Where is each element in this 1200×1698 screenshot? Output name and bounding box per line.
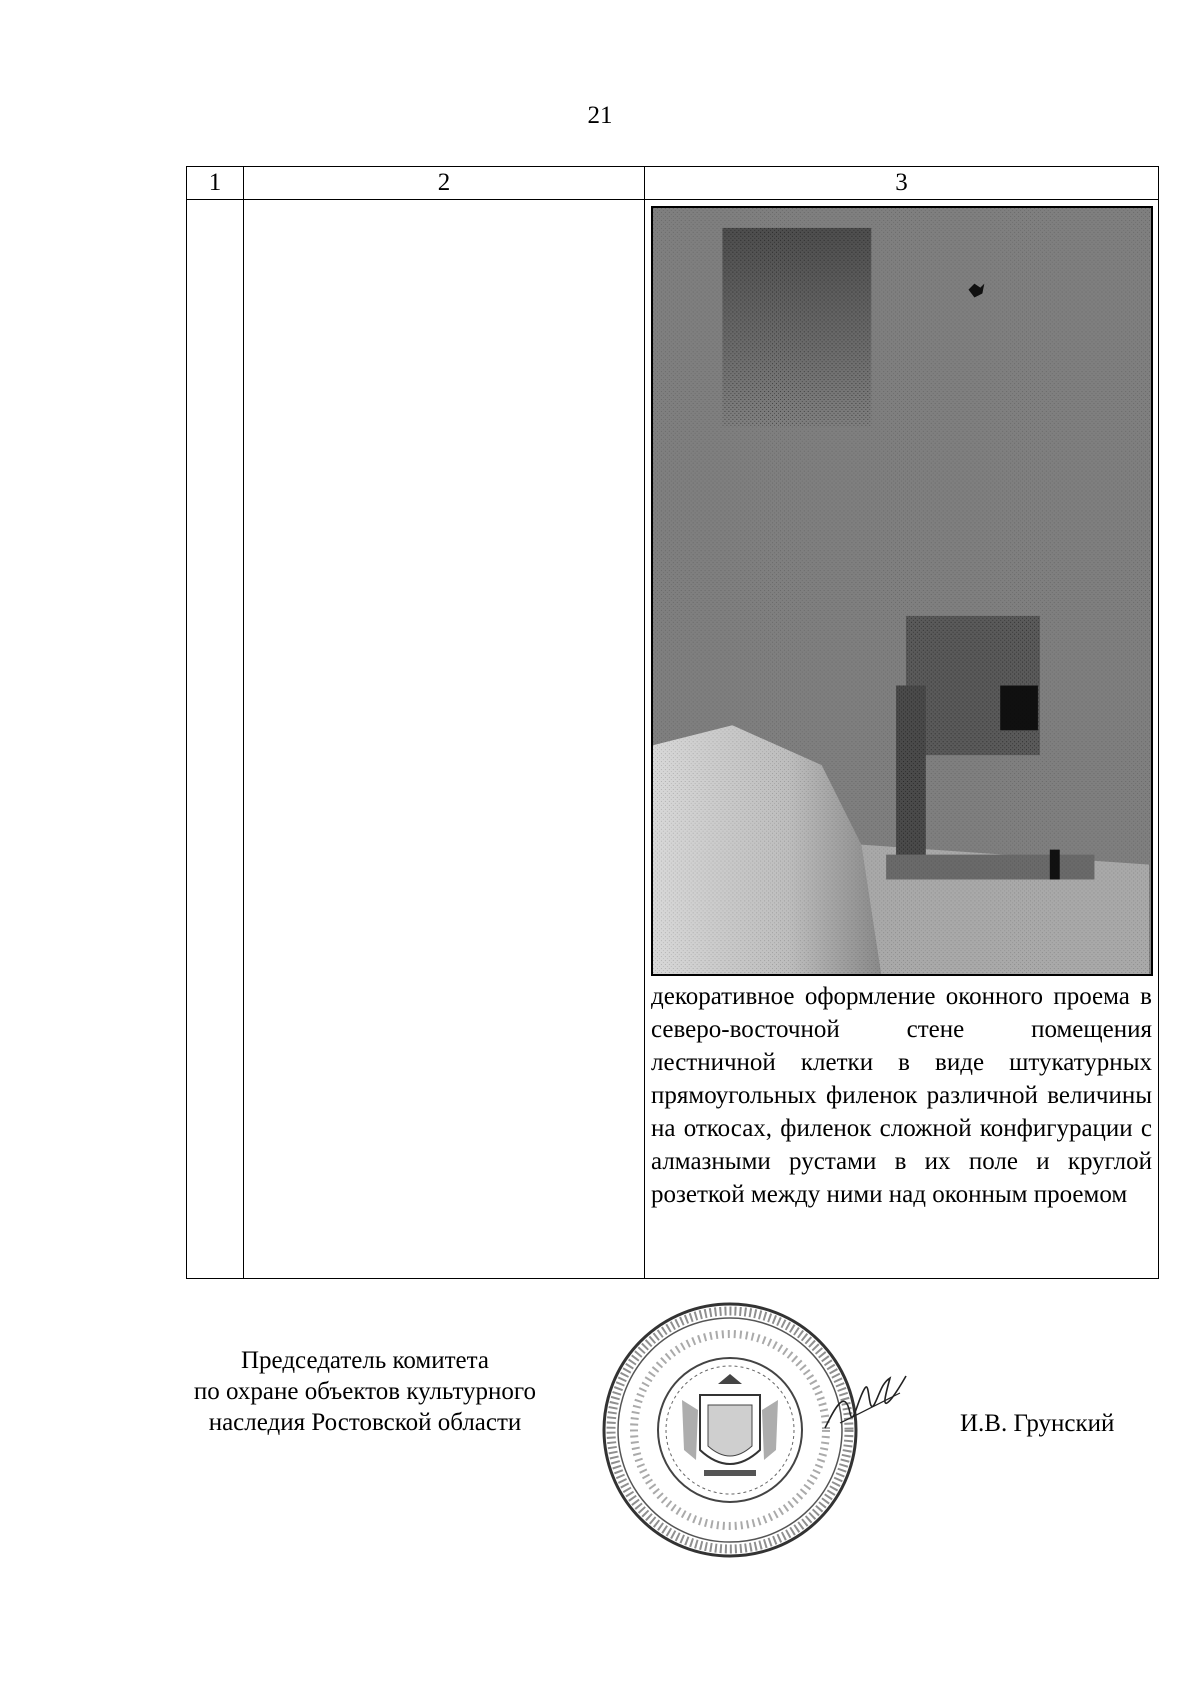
cell-col-2 xyxy=(244,200,645,1279)
position-line-3: наследия Ростовской области xyxy=(208,1409,522,1436)
position-line-2: по охране объектов культурного xyxy=(193,1378,537,1405)
signatory-position xyxy=(150,1345,580,1438)
header-col-3: 3 xyxy=(645,167,1159,200)
position-line-1: Председатель комитета xyxy=(241,1347,489,1374)
signer-name: И.В. Грунский xyxy=(960,1410,1115,1437)
table-row xyxy=(187,200,1159,1279)
header-col-2: 2 xyxy=(244,167,645,200)
cell-col-3 xyxy=(645,200,1159,1279)
object-table xyxy=(186,166,1159,1279)
header-col-1: 1 xyxy=(187,167,244,200)
cell-col-1 xyxy=(187,200,244,1279)
element-description: декоративное оформление оконного проема в северо-восточной стене помещения лестничной клетки в виде штукатурных прямоугольных филенок различной величины на откосах, филенок сложной конфигурации с алмазными рустами в их поле и круглой розеткой между ними над оконным проемом xyxy=(651,983,1152,1208)
handwritten-signature-icon xyxy=(820,1358,910,1448)
table-header-row xyxy=(187,167,1159,200)
window-opening-photo xyxy=(651,206,1153,976)
page-number: 21 xyxy=(587,102,613,129)
